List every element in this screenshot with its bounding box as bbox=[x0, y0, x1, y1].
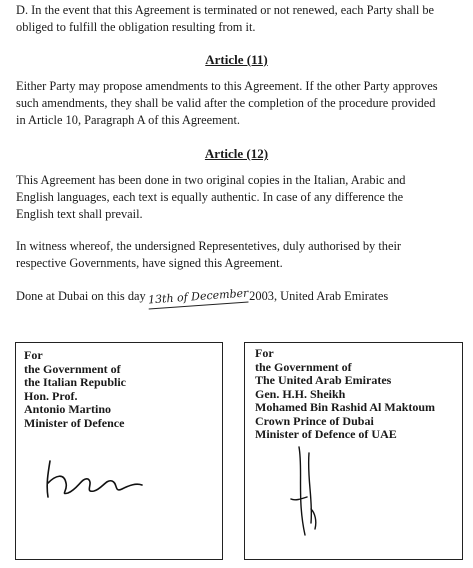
article-12-line-1: This Agreement has been done in two original copies in the Italian, Arabic and bbox=[16, 173, 406, 187]
paragraph-d bbox=[16, 2, 456, 36]
article-12-body bbox=[16, 172, 456, 223]
signatory-italy-text bbox=[24, 349, 126, 430]
paragraph-d-line-2: obliged to fulfill the obligation resulting from it. bbox=[16, 20, 256, 34]
signature-italy bbox=[38, 453, 158, 503]
article-11-body bbox=[16, 78, 456, 129]
signatory-uae-line: Gen. H.H. Sheikh bbox=[255, 386, 346, 401]
witness-line-2: respective Governments, have signed this Agreement. bbox=[16, 256, 283, 270]
signatory-italy-line: the Italian Republic bbox=[24, 375, 127, 389]
signature-uae bbox=[285, 439, 335, 549]
signatory-uae-line: Minister of Defence of UAE bbox=[255, 427, 397, 441]
article-11-line-1: Either Party may propose amendments to this Agreement. If the other Party approves bbox=[16, 79, 438, 93]
article-11-line-3: in Article 10, Paragraph A of this Agreement. bbox=[16, 113, 241, 127]
signatory-box-uae bbox=[244, 342, 463, 560]
signatory-italy-line: Hon. Prof. bbox=[24, 388, 78, 403]
signatory-uae-line: For bbox=[255, 346, 274, 360]
signatory-uae-line: Crown Prince of Dubai bbox=[255, 413, 374, 428]
handwritten-date: 13th of December bbox=[147, 285, 248, 310]
article-12-heading: Article (12) bbox=[204, 146, 269, 161]
signatory-italy-line: For bbox=[24, 348, 43, 362]
signatory-uae-line: the Government of bbox=[255, 359, 352, 374]
article-12-line-3: English text shall prevail. bbox=[16, 207, 143, 221]
witness-paragraph bbox=[16, 238, 456, 272]
paragraph-d-line-1: D. In the event that this Agreement is terminated or not renewed, each Party shall be bbox=[16, 3, 435, 17]
done-at-suffix: 2003, United Arab Emirates bbox=[249, 289, 389, 303]
signatory-italy-line: Minister of Defence bbox=[24, 415, 125, 430]
article-11-line-2: such amendments, they shall be valid after the completion of the procedure provided bbox=[16, 96, 436, 110]
signatory-uae-text bbox=[255, 347, 435, 442]
witness-line-1: In witness whereof, the undersigned Representetives, duly authorised by their bbox=[16, 239, 402, 253]
done-at-prefix: Done at Dubai on this day bbox=[16, 289, 146, 303]
article-11-heading: Article (11) bbox=[205, 52, 268, 67]
done-at-line bbox=[16, 288, 456, 306]
signatory-box-italy bbox=[15, 342, 223, 560]
article-12-line-2: English languages, each text is equally authentic. In case of any difference the bbox=[16, 190, 404, 204]
signatory-italy-line: the Government of bbox=[24, 361, 121, 376]
signatory-uae-line: Mohamed Bin Rashid Al Maktoum bbox=[255, 400, 436, 414]
signatory-uae-line: The United Arab Emirates bbox=[255, 373, 392, 387]
signatory-italy-line: Antonio Martino bbox=[24, 402, 111, 416]
